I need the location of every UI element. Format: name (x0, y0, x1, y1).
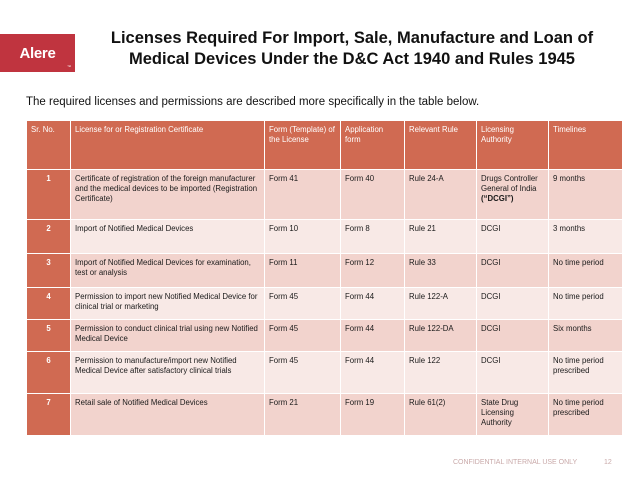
table-row (27, 220, 623, 254)
authority-abbrev: (“DCGI”) (481, 194, 514, 203)
logo-text: Alere (19, 44, 56, 62)
cell-license: Permission to conduct clinical trial using new Notified Medical Device (71, 320, 265, 352)
cell-authority: DCGI (477, 320, 549, 352)
alere-logo (0, 34, 75, 72)
cell-sr: 2 (27, 220, 71, 254)
cell-timeline: 9 months (549, 170, 623, 220)
table-row (27, 288, 623, 320)
cell-rule: Rule 33 (405, 254, 477, 288)
authority-name: Drugs Controller General of India (481, 174, 538, 193)
table-row (27, 170, 623, 220)
cell-authority: State Drug Licensing Authority (477, 394, 549, 436)
header-timelines: Timelines (549, 121, 623, 170)
licenses-table (26, 120, 623, 436)
cell-form: Form 11 (265, 254, 341, 288)
cell-rule: Rule 122-DA (405, 320, 477, 352)
slide-title (82, 28, 622, 70)
cell-form: Form 10 (265, 220, 341, 254)
table-row (27, 254, 623, 288)
cell-application-form: Form 12 (341, 254, 405, 288)
header-license: License for or Registration Certificate (71, 121, 265, 170)
cell-form: Form 45 (265, 352, 341, 394)
table-row (27, 320, 623, 352)
cell-timeline: No time period prescribed (549, 352, 623, 394)
cell-authority (477, 170, 549, 220)
cell-form: Form 45 (265, 288, 341, 320)
cell-application-form: Form 44 (341, 288, 405, 320)
cell-sr: 4 (27, 288, 71, 320)
cell-form: Form 41 (265, 170, 341, 220)
table-row (27, 352, 623, 394)
cell-form: Form 21 (265, 394, 341, 436)
cell-sr: 5 (27, 320, 71, 352)
header-relevant-rule: Relevant Rule (405, 121, 477, 170)
cell-license: Permission to import new Notified Medical Device for clinical trial or marketing (71, 288, 265, 320)
title-line-2: Medical Devices Under the D&C Act 1940 and Rules 1945 (129, 50, 575, 68)
cell-timeline: No time period (549, 254, 623, 288)
cell-rule: Rule 122 (405, 352, 477, 394)
cell-license: Certificate of registration of the foreign manufacturer and the medical devices to be imported (Registration Certificate) (71, 170, 265, 220)
cell-authority: DCGI (477, 352, 549, 394)
cell-rule: Rule 24-A (405, 170, 477, 220)
confidential-footer: CONFIDENTIAL INTERNAL USE ONLY (453, 459, 578, 466)
page-number: 12 (604, 459, 612, 466)
cell-timeline: No time period prescribed (549, 394, 623, 436)
cell-sr: 3 (27, 254, 71, 288)
cell-rule: Rule 21 (405, 220, 477, 254)
logo-trademark: ™ (67, 64, 71, 69)
cell-timeline: Six months (549, 320, 623, 352)
cell-license: Import of Notified Medical Devices for examination, test or analysis (71, 254, 265, 288)
cell-application-form: Form 19 (341, 394, 405, 436)
cell-sr: 7 (27, 394, 71, 436)
cell-license: Retail sale of Notified Medical Devices (71, 394, 265, 436)
title-line-1: Licenses Required For Import, Sale, Manufacture and Loan of (110, 29, 594, 47)
header-form: Form (Template) of the License (265, 121, 341, 170)
cell-license: Permission to manufacture/import new Notified Medical Device after satisfactory clinical trials (71, 352, 265, 394)
cell-application-form: Form 40 (341, 170, 405, 220)
header-licensing-authority: Licensing Authority (477, 121, 549, 170)
cell-license: Import of Notified Medical Devices (71, 220, 265, 254)
cell-authority: DCGI (477, 288, 549, 320)
cell-authority: DCGI (477, 254, 549, 288)
cell-application-form: Form 8 (341, 220, 405, 254)
cell-sr: 6 (27, 352, 71, 394)
cell-rule: Rule 122-A (405, 288, 477, 320)
cell-rule: Rule 61(2) (405, 394, 477, 436)
cell-timeline: 3 months (549, 220, 623, 254)
header-application-form: Application form (341, 121, 405, 170)
cell-sr: 1 (27, 170, 71, 220)
cell-authority: DCGI (477, 220, 549, 254)
cell-form: Form 45 (265, 320, 341, 352)
header-sr-no: Sr. No. (27, 121, 71, 170)
table-row (27, 394, 623, 436)
table-header-row (27, 121, 623, 170)
cell-application-form: Form 44 (341, 320, 405, 352)
cell-timeline: No time period (549, 288, 623, 320)
intro-text: The required licenses and permissions are described more specifically in the table below. (26, 96, 480, 108)
cell-application-form: Form 44 (341, 352, 405, 394)
